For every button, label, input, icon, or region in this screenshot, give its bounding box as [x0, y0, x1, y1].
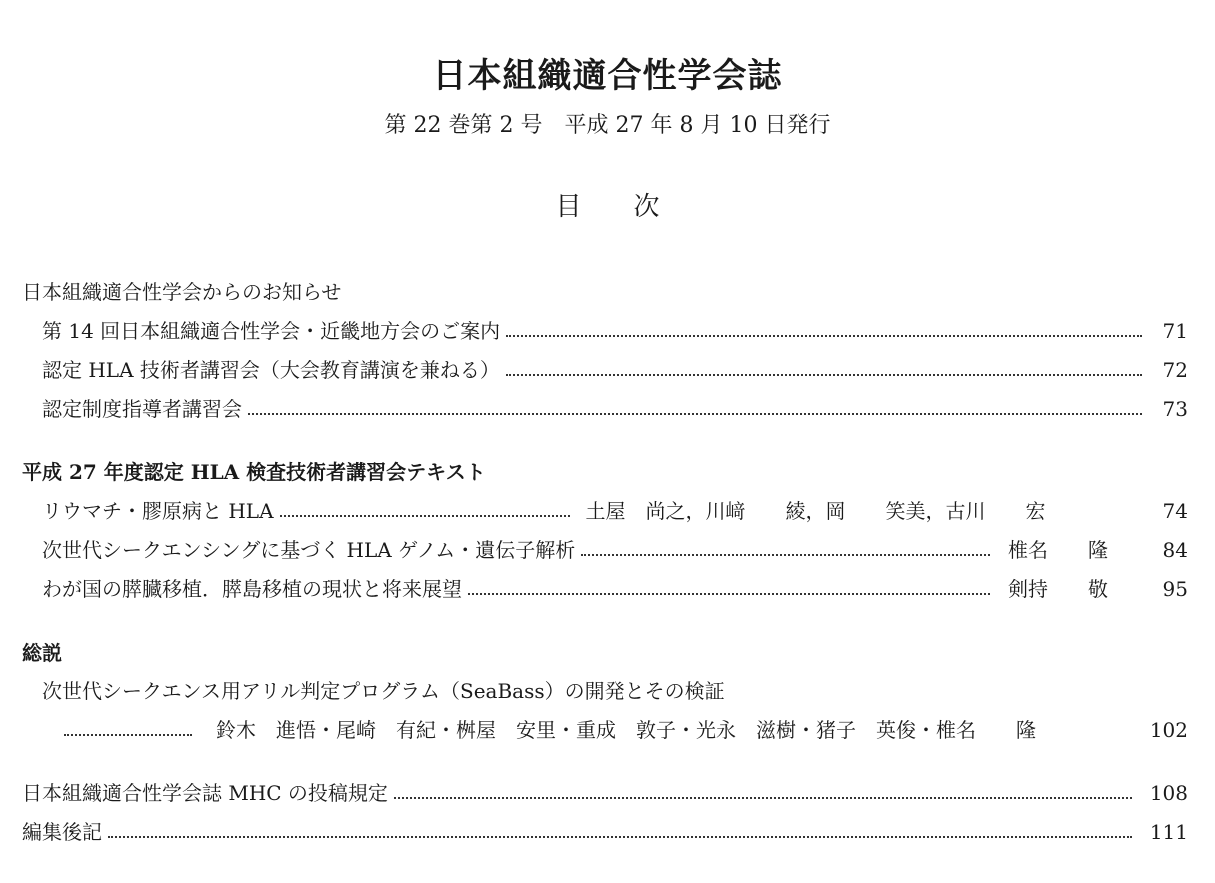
leader-dots [248, 412, 1142, 415]
toc-heading-char: 次 [633, 192, 660, 222]
entry-page: 108 [1149, 781, 1188, 805]
toc-heading [0, 186, 1215, 223]
toc-entry[interactable] [22, 816, 1188, 845]
toc-entry[interactable] [42, 315, 1188, 344]
entry-title: 認定 HLA 技術者講習会（大会教育講演を兼ねる） [42, 358, 500, 382]
leader-dots [506, 373, 1142, 376]
toc-heading-char: 目 [555, 192, 582, 222]
entry-title: 次世代シークエンシングに基づく HLA ゲノム・遺伝子解析 [42, 538, 576, 562]
entry-page: 84 [1162, 538, 1188, 562]
entry-title: リウマチ・膠原病と HLA [42, 499, 274, 523]
entry-page: 73 [1162, 397, 1188, 421]
section-title: 日本組織適合性学会からのお知らせ [22, 280, 342, 304]
entry-page: 72 [1162, 358, 1188, 382]
entry-page: 102 [1149, 718, 1188, 742]
toc-entry-authors-line[interactable] [64, 714, 1188, 743]
entry-page: 95 [1162, 577, 1188, 601]
entry-title: 編集後記 [22, 820, 102, 844]
entry-authors: 椎名 隆 [1008, 538, 1108, 562]
leader-dots [394, 796, 1132, 799]
entry-title: 認定制度指導者講習会 [42, 397, 242, 421]
toc-entry[interactable] [42, 354, 1188, 383]
leader-dots [468, 592, 990, 595]
toc-entry-title-line[interactable] [42, 675, 1188, 704]
toc-entry[interactable] [42, 534, 1188, 563]
toc-entry[interactable] [42, 393, 1188, 422]
journal-title: 日本組織適合性学会誌 [432, 56, 783, 96]
leader-dots [108, 835, 1132, 838]
section-title: 平成 27 年度認定 HLA 検査技術者講習会テキスト [22, 460, 486, 484]
entry-authors: 剣持 敬 [1008, 577, 1108, 601]
entry-title: 日本組織適合性学会誌 MHC の投稿規定 [22, 781, 388, 805]
entry-title: 第 14 回日本組織適合性学会・近畿地方会のご案内 [42, 319, 501, 343]
section-title: 総説 [22, 641, 62, 665]
leader-dots [280, 514, 570, 517]
entry-authors: 土屋 尚之，川﨑 綾，岡 笑美，古川 宏 [585, 499, 1046, 523]
leader-dots [64, 733, 192, 736]
entry-page: 74 [1162, 499, 1188, 523]
toc-entry[interactable] [42, 573, 1188, 602]
issue-line: 第 22 巻第 2 号 平成 27 年 8 月 10 日発行 [384, 113, 831, 138]
entry-title: 次世代シークエンス用アリル判定プログラム（SeaBass）の開発とその検証 [42, 679, 725, 703]
entry-page: 71 [1162, 319, 1188, 343]
toc-entry[interactable] [42, 495, 1188, 524]
toc-entry[interactable] [22, 777, 1188, 806]
leader-dots [581, 553, 990, 556]
entry-page: 111 [1149, 820, 1188, 844]
leader-dots [506, 334, 1142, 337]
entry-title: わが国の膵臓移植．膵島移植の現状と将来展望 [42, 577, 462, 601]
entry-authors: 鈴木 進悟・尾崎 有紀・桝屋 安里・重成 敦子・光永 滋樹・猪子 英俊・椎名 隆 [216, 718, 1036, 742]
